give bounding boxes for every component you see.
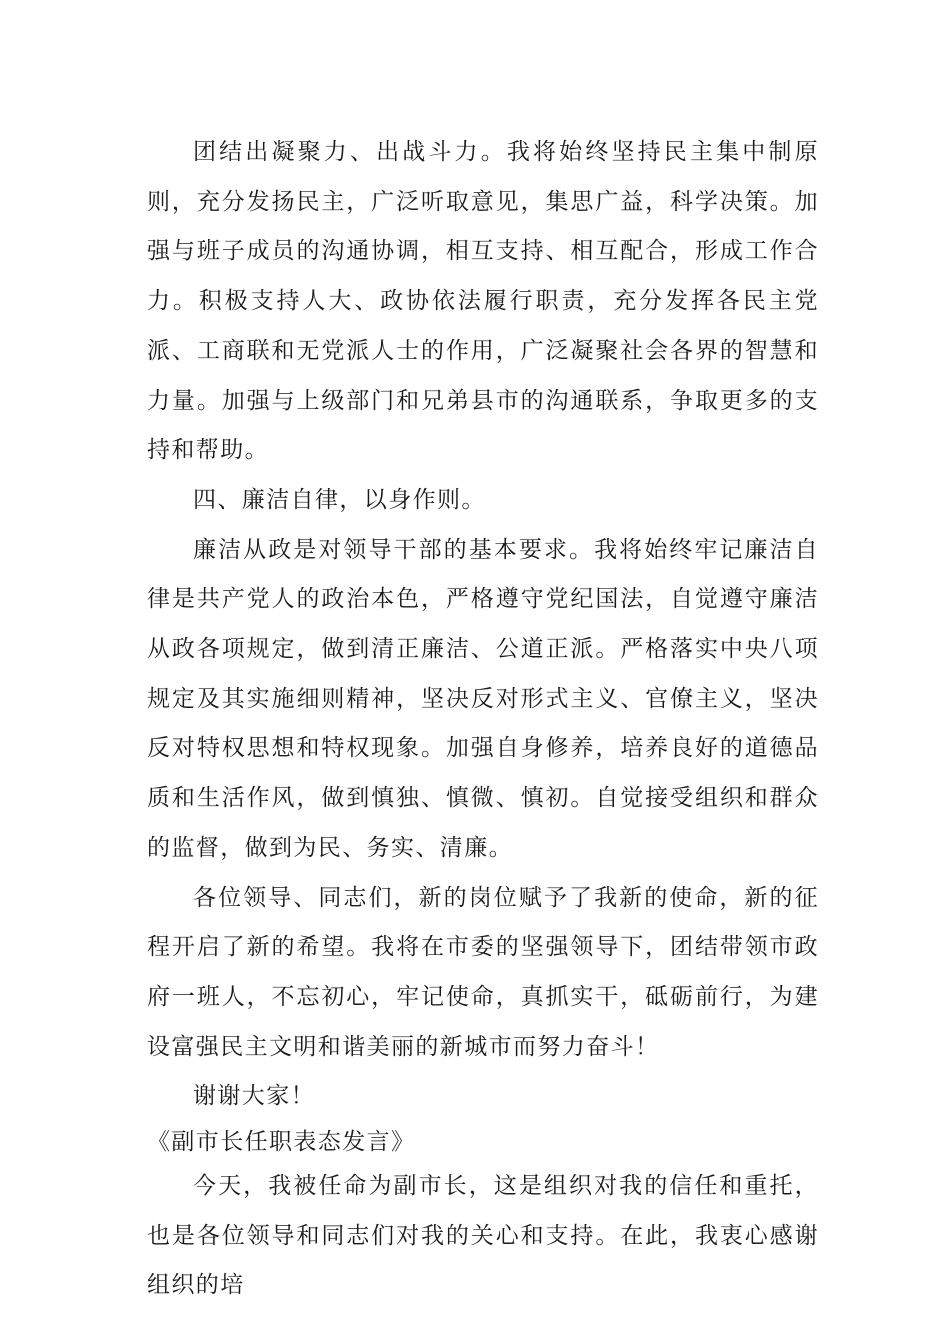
paragraph-closing: 各位领导、同志们，新的岗位赋予了我新的使命，新的征程开启了新的希望。我将在市委的坚强领导下，团结带领市政府一班人，不忘初心，牢记使命，真抓实干，砥砺前行，为建设富强民主文明和谐美丽的新城市而努力奋斗！: [147, 884, 819, 1060]
paragraph-integrity: 廉洁从政是对领导干部的基本要求。我将始终牢记廉洁自律是共产党人的政治本色，严格遵守党纪国法，自觉遵守廉洁从政各项规定，做到清正廉洁、公道正派。严格落实中央八项规定及其实施细则精神，坚决反对形式主义、官僚主义，坚决反对特权思想和特权现象。加强自身修养，培养良好的道德品质和生活作风，做到慎独、慎微、慎初。自觉接受组织和群众的监督，做到为民、务实、清廉。: [147, 536, 819, 861]
document-body: [147, 128, 819, 1311]
speech-title: 《副市长任职表态发言》: [147, 1129, 416, 1156]
section-heading-integrity: 四、廉洁自律，以身作则。: [193, 486, 486, 513]
paragraph-unity: 团结出凝聚力、出战斗力。我将始终坚持民主集中制原则，充分发扬民主，广泛听取意见，集思广益，科学决策。加强与班子成员的沟通协调，相互支持、相互配合，形成工作合力。积极支持人大、政协依法履行职责，充分发挥各民主党派、工商联和无党派人士的作用，广泛凝聚社会各界的智慧和力量。加强与上级部门和兄弟县市的沟通联系，争取更多的支持和帮助。: [147, 139, 819, 464]
paragraph-new-speech-opening: 今天，我被任命为副市长，这是组织对我的信任和重托，也是各位领导和同志们对我的关心和支持。在此，我衷心感谢组织的培: [147, 1173, 819, 1299]
paragraph-thanks: 谢谢大家！: [193, 1083, 315, 1110]
